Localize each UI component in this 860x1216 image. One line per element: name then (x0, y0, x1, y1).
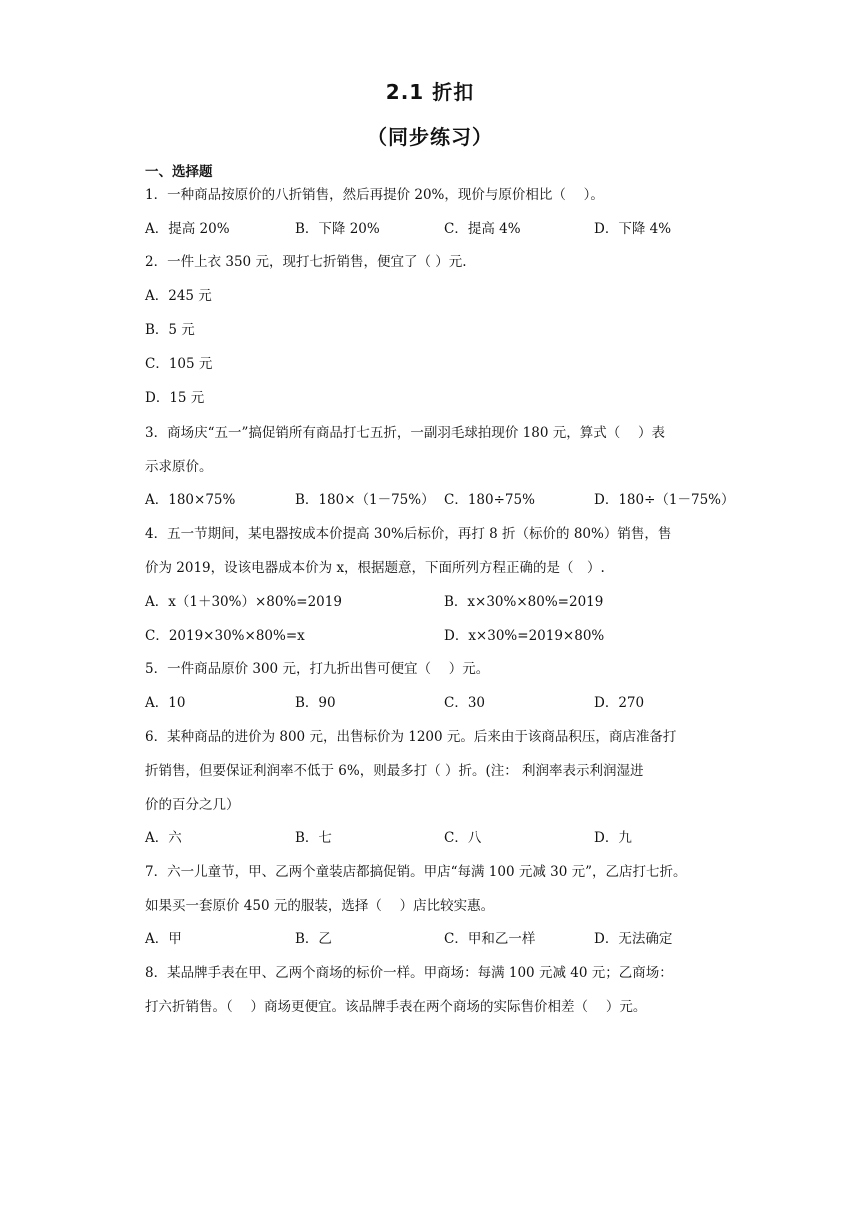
question-2-option-c: C．105 元 (145, 356, 213, 372)
question-6-text-line-1: 6．某种商品的进价为 800 元，出售标价为 1200 元。后来由于该商品积压，商店准备打 (145, 729, 677, 745)
question-5-option-d: D．270 (594, 695, 645, 711)
document-title: 2.1 折扣 (385, 80, 475, 104)
question-4-text-line-1: 4．五一节期间，某电器按成本价提高 30%后标价，再打 8 折（标价的 80%）销售，售 (145, 526, 672, 542)
document-subtitle: （同步练习） (367, 125, 493, 149)
question-2-text: 2．一件上衣 350 元，现打七折销售，便宜了（ ）元. (145, 254, 467, 270)
question-5-option-b: B．90 (295, 695, 336, 711)
question-3-text-line-2: 示求原价。 (145, 459, 213, 475)
question-3-text-line-1: 3．商场庆“五一”搞促销所有商品打七五折，一副羽毛球拍现价 180 元，算式（ ）表 (145, 425, 666, 441)
question-1-option-d: D．下降 4% (594, 221, 672, 237)
question-6-option-b: B．七 (295, 830, 332, 846)
question-6-option-d: D．九 (594, 830, 632, 846)
question-3-option-d: D．180÷（1－75%） (594, 492, 735, 508)
question-4-option-c: C．2019×30%×80%=x (145, 628, 305, 644)
question-7-option-d: D．无法确定 (594, 931, 673, 947)
question-2-option-d: D．15 元 (145, 390, 205, 406)
question-5-text: 5．一件商品原价 300 元，打九折出售可便宜（ ）元。 (145, 661, 490, 677)
question-6-text-line-3: 价的百分之几） (145, 797, 240, 813)
question-7-text-line-2: 如果买一套原价 450 元的服装，选择（ ）店比较实惠。 (145, 898, 495, 914)
question-3-option-b: B．180×（1－75%） (295, 492, 435, 508)
question-1-option-c: C．提高 4% (444, 221, 521, 237)
question-2-option-a: A．245 元 (145, 288, 212, 304)
question-4-option-b: B．x×30%×80%=2019 (444, 594, 604, 610)
question-4-option-a: A．x（1＋30%）×80%=2019 (145, 594, 342, 610)
question-1-option-a: A．提高 20% (145, 221, 230, 237)
question-6-option-c: C．八 (444, 830, 482, 846)
question-7-text-line-1: 7．六一儿童节，甲、乙两个童装店都搞促销。甲店“每满 100 元减 30 元”，乙店打七折。 (145, 864, 687, 880)
question-7-option-b: B．乙 (295, 931, 332, 947)
question-8-text-line-1: 8．某品牌手表在甲、乙两个商场的标价一样。甲商场：每满 100 元减 40 元；乙商场： (145, 965, 673, 981)
question-5-option-c: C．30 (444, 695, 486, 711)
question-4-text-line-2: 价为 2019，设该电器成本价为 x，根据题意，下面所列方程正确的是（ ）. (145, 560, 605, 576)
question-8-text-line-2: 打六折销售。（ ）商场更便宜。该品牌手表在两个商场的实际售价相差（ ）元。 (145, 999, 647, 1015)
question-7-option-c: C．甲和乙一样 (444, 931, 536, 947)
question-7-option-a: A．甲 (145, 931, 182, 947)
question-6-text-line-2: 折销售，但要保证利润率不低于 6%，则最多打（ ）折。(注： 利润率表示利润湿进 (145, 763, 644, 779)
question-1-option-b: B．下降 20% (295, 221, 380, 237)
question-6-option-a: A．六 (145, 830, 182, 846)
question-3-option-c: C．180÷75% (444, 492, 535, 508)
section-heading: 一、选择题 (145, 164, 213, 180)
question-3-option-a: A．180×75% (145, 492, 236, 508)
question-5-option-a: A．10 (145, 695, 186, 711)
question-1-text: 1．一种商品按原价的八折销售，然后再提价 20%，现价与原价相比（ ）。 (145, 187, 604, 203)
question-2-option-b: B．5 元 (145, 322, 195, 338)
question-4-option-d: D．x×30%=2019×80% (444, 628, 605, 644)
